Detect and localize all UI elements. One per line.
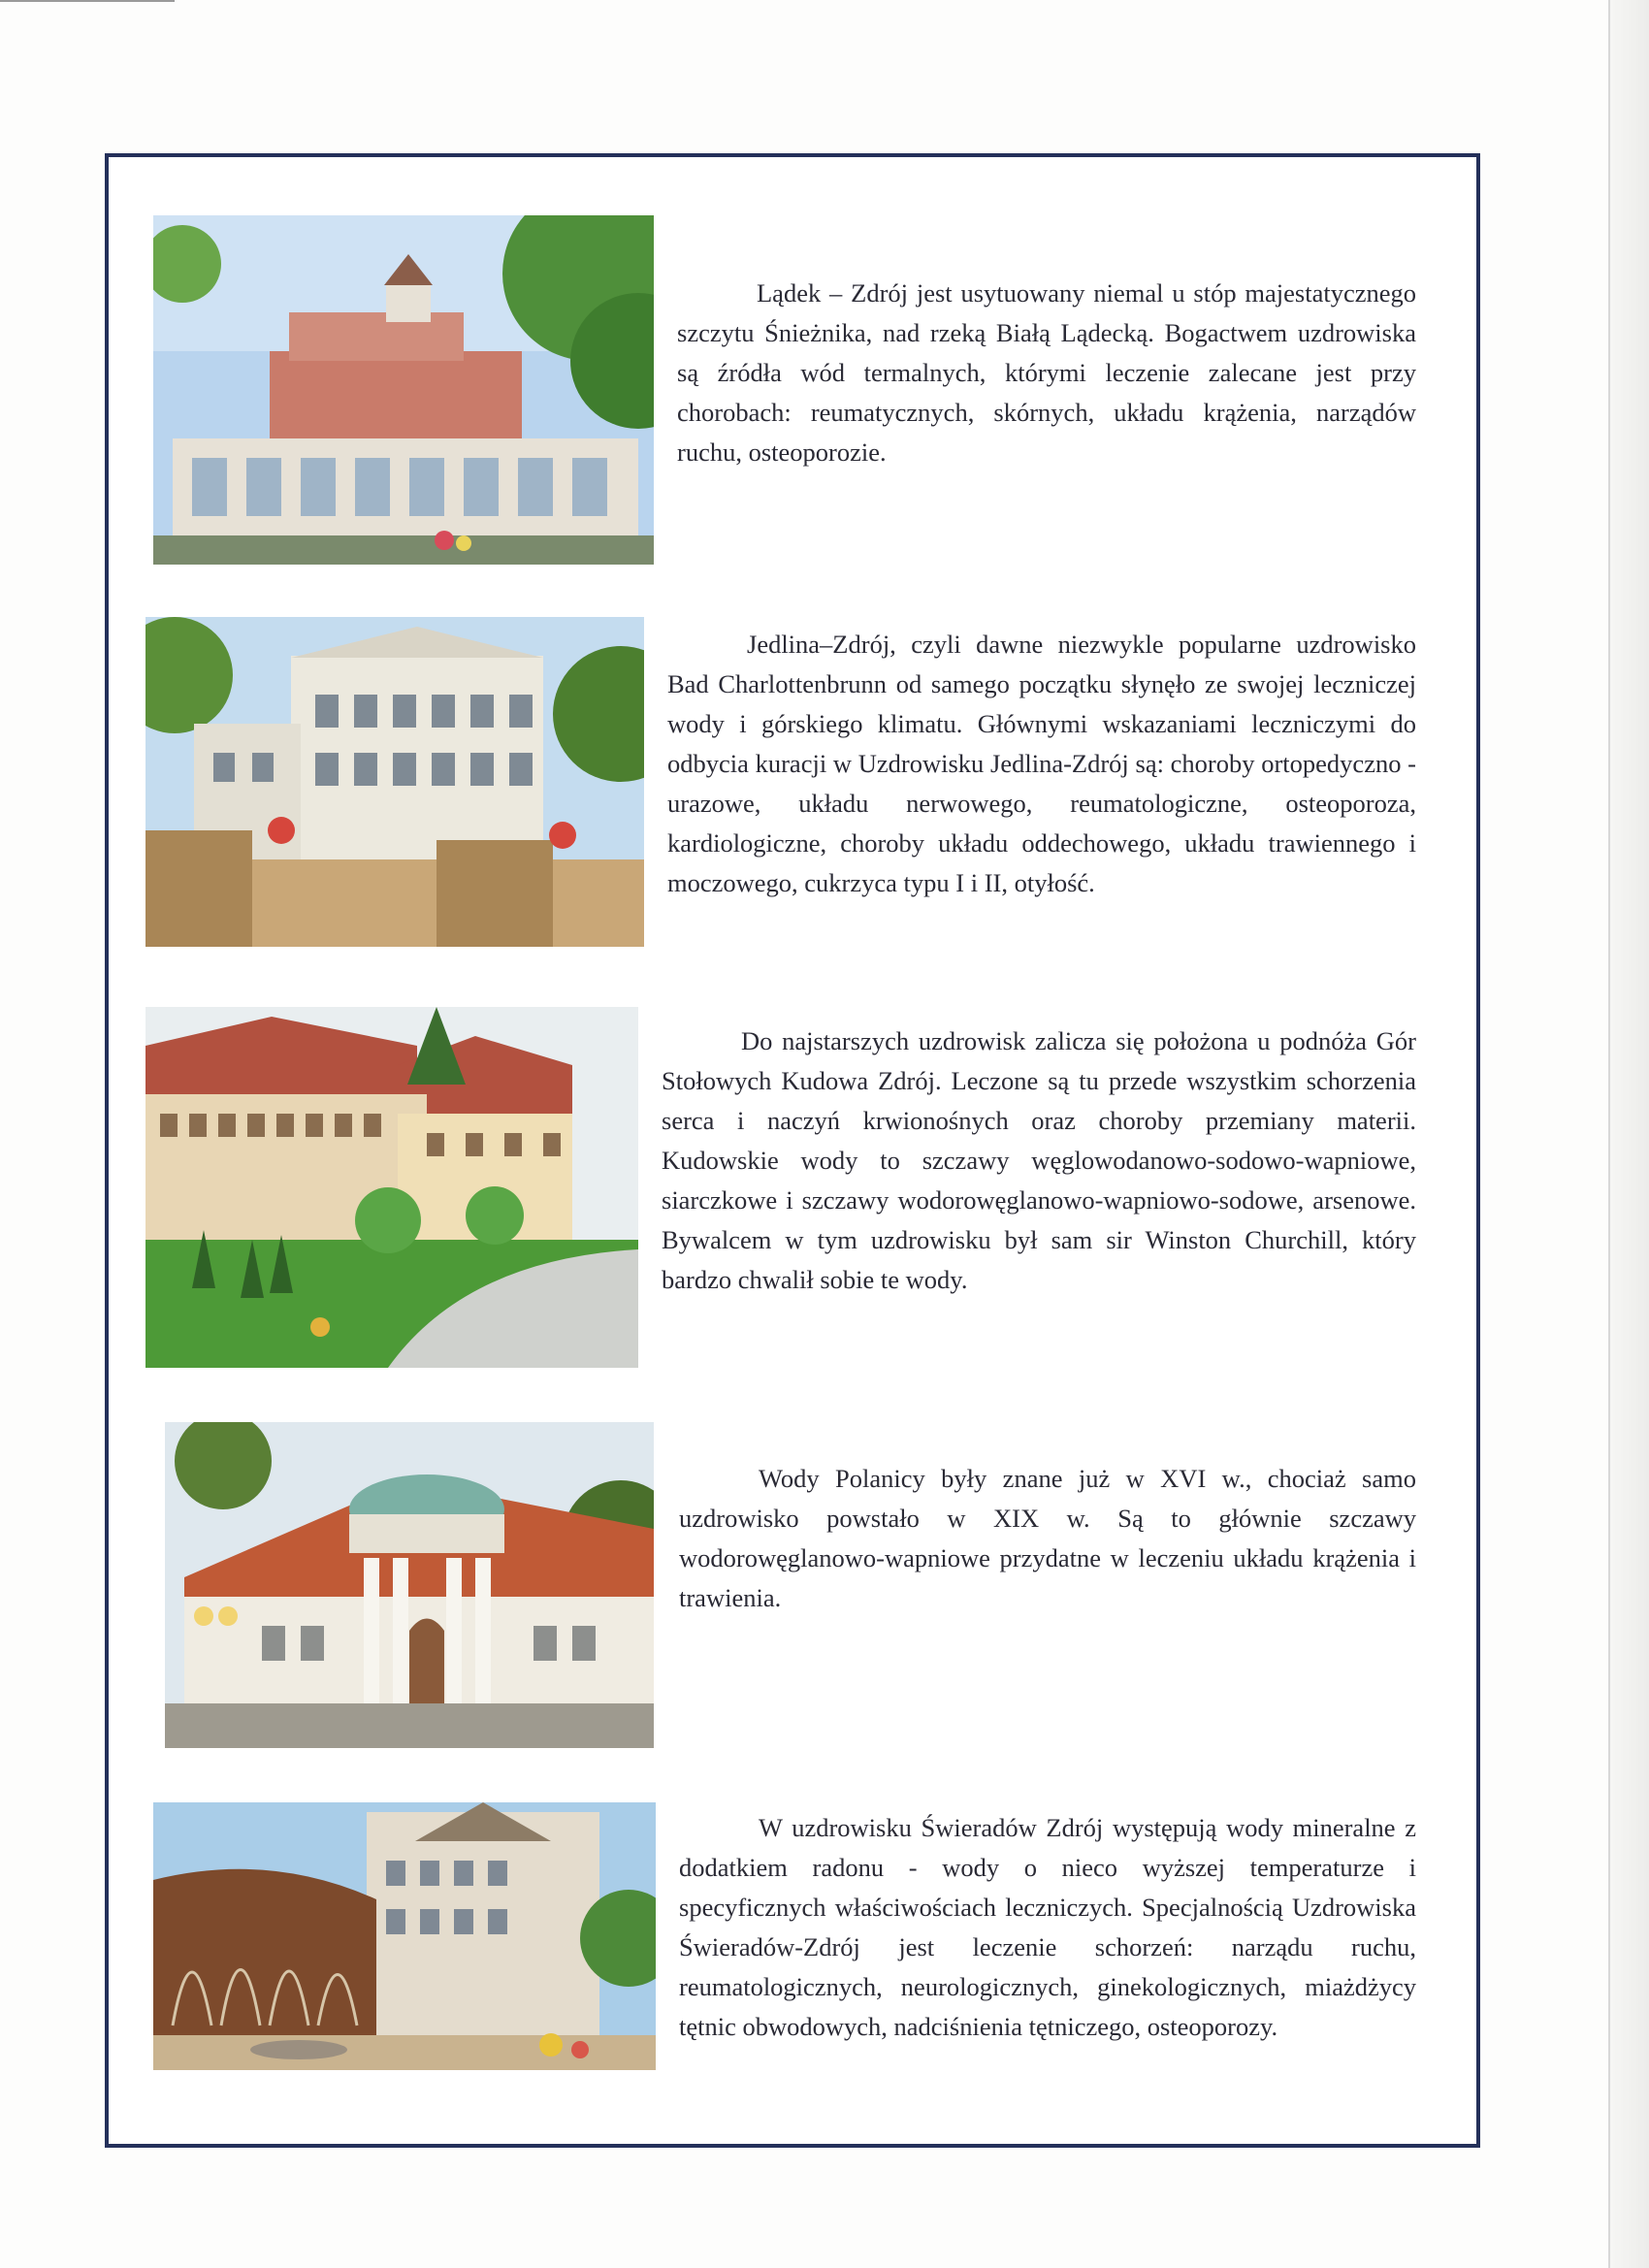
ladek-zdroj-description: Lądek – Zdrój jest usytuowany niemal u stóp majestatycznego szczytu Śnieżnika, nad rzeką Białą Lądecką. Bogactwem uzdrowiska są źródła wód termalnych, którymi leczenie zalecane jest przy chorobach: reumatycznych, skórnych, układu krążenia, narządów ruchu, osteoporozie. xyxy=(677,278,1416,467)
scan-edge-mark xyxy=(0,0,175,2)
kudowa-zdroj-sanatorium-photo xyxy=(146,1007,638,1368)
ladek-zdroj-spa-building-photo xyxy=(153,215,654,565)
jedlina-zdroj-palace-photo xyxy=(146,617,644,947)
polanica-zdroj-pump-room-photo xyxy=(165,1422,654,1748)
polanica-zdroj-description: Wody Polanicy były znane już w XVI w., chociaż samo uzdrowisko powstało w XIX w. Są to głównie szczawy wodorowęglanowo-wapniowe przydatne w leczeniu układu krążenia i trawienia. xyxy=(679,1464,1416,1612)
jedlina-zdroj-description: Jedlina–Zdrój, czyli dawne niezwykle popularne uzdrowisko Bad Charlottenbrunn od samego początku słynęło ze swojej leczniczej wody i górskiego klimatu. Głównymi wskazaniami leczniczymi do odbycia kuracji w Uzdrowisku Jedlina-Zdrój są: choroby ortopedyczno - urazowe, układu nerwowego, reumatologiczne, osteoporoza, kardiologiczne, choroby układu oddechowego, układu trawiennego i moczowego, cukrzyca typu I i II, otyłość. xyxy=(667,630,1416,897)
page-frame xyxy=(105,153,1480,2148)
swieradow-zdroj-description: W uzdrowisku Świeradów Zdrój występują wody mineralne z dodatkiem radonu - wody o nieco wyższej temperaturze i specyficznych właściwościach leczniczych. Specjalnością Uzdrowiska Świeradów-Zdrój jest leczenie schorzeń: narządu ruchu, reumatologicznych, neurologicznych, ginekologicznych, miażdżycy tętnic obwodowych, nadciśnienia tętniczego, osteoporozy. xyxy=(679,1813,1416,2041)
swieradow-zdroj-spa-hall-photo xyxy=(153,1802,656,2070)
kudowa-zdroj-description: Do najstarszych uzdrowisk zalicza się położona u podnóża Gór Stołowych Kudowa Zdrój. Leczone są tu przede wszystkim schorzenia serca i naczyń krwionośnych oraz choroby przemiany materii. Kudowskie wody to szczawy węglowodanowo-sodowo-wapniowe, siarczkowe i szczawy wodorowęglanowo-wapniowo-sodowe, arsenowe. Bywalcem w tym uzdrowisku był sam sir Winston Churchill, który bardzo chwalił sobie te wody. xyxy=(662,1026,1416,1294)
scan-page-edge xyxy=(1608,0,1649,2268)
